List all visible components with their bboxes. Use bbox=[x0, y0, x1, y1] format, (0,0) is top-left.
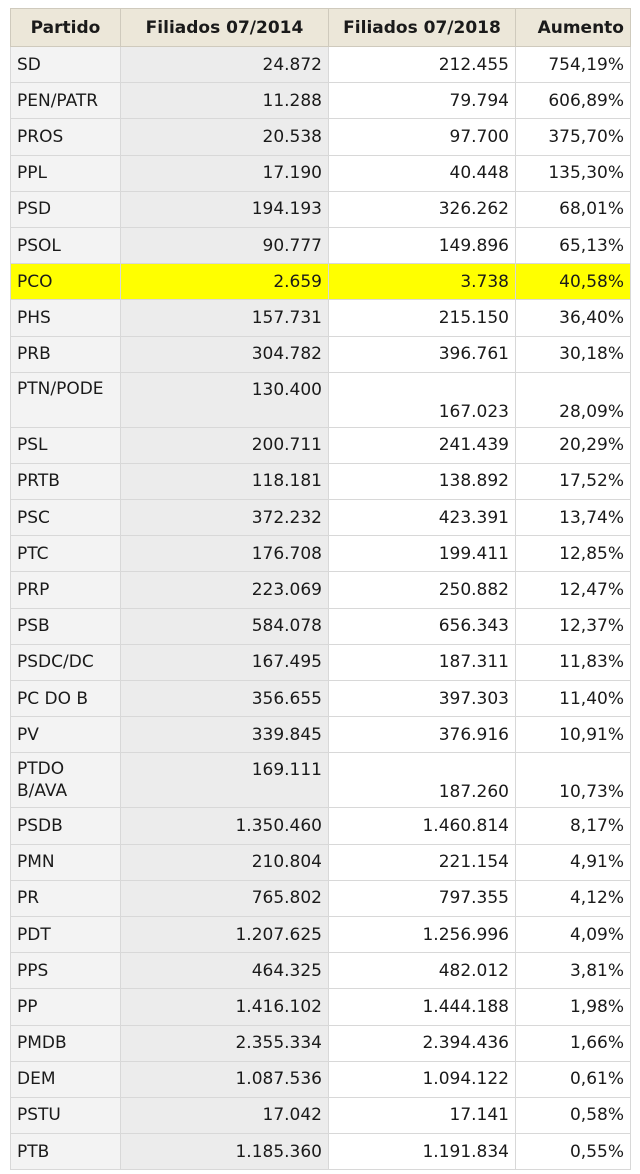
table-body bbox=[11, 47, 631, 1170]
table-row bbox=[11, 608, 631, 644]
table-row bbox=[11, 644, 631, 680]
aumento-cell: 4,91% bbox=[516, 844, 631, 880]
filiados-2018-cell: 376.916 bbox=[329, 717, 516, 753]
filiados-2018-cell: 397.303 bbox=[329, 681, 516, 717]
table-row bbox=[11, 953, 631, 989]
filiados-2018-cell: 1.191.834 bbox=[329, 1134, 516, 1170]
filiados-2018-cell: 149.896 bbox=[329, 227, 516, 263]
table-row bbox=[11, 1097, 631, 1133]
filiados-2014-cell: 118.181 bbox=[121, 463, 329, 499]
filiados-2018-cell: 656.343 bbox=[329, 608, 516, 644]
table-row bbox=[11, 47, 631, 83]
party-cell: PSL bbox=[11, 427, 121, 463]
filiados-2014-cell: 339.845 bbox=[121, 717, 329, 753]
party-cell: PRP bbox=[11, 572, 121, 608]
aumento-cell: 40,58% bbox=[516, 264, 631, 300]
filiados-2014-cell: 223.069 bbox=[121, 572, 329, 608]
table-row bbox=[11, 336, 631, 372]
aumento-cell: 65,13% bbox=[516, 227, 631, 263]
filiados-2018-cell: 241.439 bbox=[329, 427, 516, 463]
table-row bbox=[11, 572, 631, 608]
aumento-cell: 4,09% bbox=[516, 916, 631, 952]
filiados-2014-cell: 372.232 bbox=[121, 500, 329, 536]
filiados-2018-cell: 138.892 bbox=[329, 463, 516, 499]
aumento-cell: 0,55% bbox=[516, 1134, 631, 1170]
party-cell: PTB bbox=[11, 1134, 121, 1170]
aumento-cell: 375,70% bbox=[516, 119, 631, 155]
filiados-2014-cell: 90.777 bbox=[121, 227, 329, 263]
aumento-cell: 12,37% bbox=[516, 608, 631, 644]
filiados-2014-cell: 1.185.360 bbox=[121, 1134, 329, 1170]
table-row bbox=[11, 536, 631, 572]
filiados-2018-cell: 3.738 bbox=[329, 264, 516, 300]
filiados-2018-cell: 797.355 bbox=[329, 880, 516, 916]
table-row bbox=[11, 681, 631, 717]
aumento-cell: 10,73% bbox=[516, 753, 631, 808]
filiados-2014-cell: 2.355.334 bbox=[121, 1025, 329, 1061]
filiados-2014-cell: 20.538 bbox=[121, 119, 329, 155]
filiados-2014-cell: 1.416.102 bbox=[121, 989, 329, 1025]
table-row bbox=[11, 500, 631, 536]
filiados-2014-cell: 1.087.536 bbox=[121, 1061, 329, 1097]
table-row bbox=[11, 1061, 631, 1097]
filiados-2018-cell: 221.154 bbox=[329, 844, 516, 880]
filiados-2018-cell: 40.448 bbox=[329, 155, 516, 191]
aumento-cell: 68,01% bbox=[516, 191, 631, 227]
aumento-cell: 1,66% bbox=[516, 1025, 631, 1061]
aumento-cell: 28,09% bbox=[516, 372, 631, 427]
filiados-2014-cell: 210.804 bbox=[121, 844, 329, 880]
party-cell: PTN/PODE bbox=[11, 372, 121, 427]
table-row bbox=[11, 83, 631, 119]
filiados-2018-cell: 326.262 bbox=[329, 191, 516, 227]
table-row bbox=[11, 717, 631, 753]
aumento-cell: 12,85% bbox=[516, 536, 631, 572]
aumento-cell: 11,83% bbox=[516, 644, 631, 680]
table-row bbox=[11, 191, 631, 227]
party-cell: DEM bbox=[11, 1061, 121, 1097]
table-row bbox=[11, 808, 631, 844]
party-cell: PRTB bbox=[11, 463, 121, 499]
party-cell: PDT bbox=[11, 916, 121, 952]
filiados-2018-cell: 212.455 bbox=[329, 47, 516, 83]
party-cell: PR bbox=[11, 880, 121, 916]
party-cell: PSDB bbox=[11, 808, 121, 844]
filiados-2018-cell: 1.444.188 bbox=[329, 989, 516, 1025]
filiados-2018-cell: 1.094.122 bbox=[329, 1061, 516, 1097]
filiados-2018-cell: 199.411 bbox=[329, 536, 516, 572]
header-row bbox=[11, 9, 631, 47]
filiados-2014-cell: 765.802 bbox=[121, 880, 329, 916]
filiados-2018-cell: 250.882 bbox=[329, 572, 516, 608]
aumento-cell: 3,81% bbox=[516, 953, 631, 989]
filiados-2018-cell: 2.394.436 bbox=[329, 1025, 516, 1061]
table-container bbox=[10, 8, 630, 1170]
party-cell: PRB bbox=[11, 336, 121, 372]
party-cell: PSC bbox=[11, 500, 121, 536]
table-row bbox=[11, 372, 631, 427]
party-cell: SD bbox=[11, 47, 121, 83]
aumento-cell: 0,58% bbox=[516, 1097, 631, 1133]
filiados-2014-cell: 194.193 bbox=[121, 191, 329, 227]
aumento-cell: 754,19% bbox=[516, 47, 631, 83]
party-cell: PSB bbox=[11, 608, 121, 644]
aumento-cell: 8,17% bbox=[516, 808, 631, 844]
filiados-2014-cell: 17.190 bbox=[121, 155, 329, 191]
aumento-cell: 10,91% bbox=[516, 717, 631, 753]
filiados-2014-cell: 11.288 bbox=[121, 83, 329, 119]
table-row bbox=[11, 119, 631, 155]
filiados-2018-cell: 482.012 bbox=[329, 953, 516, 989]
party-cell: PC DO B bbox=[11, 681, 121, 717]
filiados-2018-cell: 187.260 bbox=[329, 753, 516, 808]
aumento-cell: 30,18% bbox=[516, 336, 631, 372]
filiados-2014-cell: 200.711 bbox=[121, 427, 329, 463]
aumento-cell: 4,12% bbox=[516, 880, 631, 916]
aumento-cell: 17,52% bbox=[516, 463, 631, 499]
table-row bbox=[11, 264, 631, 300]
party-cell: PROS bbox=[11, 119, 121, 155]
filiados-2014-cell: 304.782 bbox=[121, 336, 329, 372]
filiados-2014-cell: 176.708 bbox=[121, 536, 329, 572]
filiados-2018-cell: 17.141 bbox=[329, 1097, 516, 1133]
table-row bbox=[11, 427, 631, 463]
table-row bbox=[11, 300, 631, 336]
party-cell: PP bbox=[11, 989, 121, 1025]
filiados-2014-cell: 2.659 bbox=[121, 264, 329, 300]
filiados-2014-cell: 17.042 bbox=[121, 1097, 329, 1133]
party-cell: PMN bbox=[11, 844, 121, 880]
aumento-cell: 36,40% bbox=[516, 300, 631, 336]
filiados-2018-cell: 215.150 bbox=[329, 300, 516, 336]
party-cell: PCO bbox=[11, 264, 121, 300]
header-aumento: Aumento bbox=[516, 9, 631, 47]
table-row bbox=[11, 463, 631, 499]
table-row bbox=[11, 844, 631, 880]
aumento-cell: 1,98% bbox=[516, 989, 631, 1025]
filiados-2018-cell: 187.311 bbox=[329, 644, 516, 680]
filiados-2018-cell: 167.023 bbox=[329, 372, 516, 427]
filiados-2014-cell: 1.207.625 bbox=[121, 916, 329, 952]
filiados-2018-cell: 1.460.814 bbox=[329, 808, 516, 844]
table-row bbox=[11, 989, 631, 1025]
table-row bbox=[11, 155, 631, 191]
table-row bbox=[11, 1025, 631, 1061]
filiados-2018-cell: 423.391 bbox=[329, 500, 516, 536]
filiados-2014-cell: 169.111 bbox=[121, 753, 329, 808]
aumento-cell: 606,89% bbox=[516, 83, 631, 119]
table-row bbox=[11, 753, 631, 808]
party-cell: PSOL bbox=[11, 227, 121, 263]
filiados-2014-cell: 130.400 bbox=[121, 372, 329, 427]
party-cell: PSTU bbox=[11, 1097, 121, 1133]
filiados-2014-cell: 167.495 bbox=[121, 644, 329, 680]
filiados-2014-cell: 24.872 bbox=[121, 47, 329, 83]
filiados-2014-cell: 464.325 bbox=[121, 953, 329, 989]
aumento-cell: 135,30% bbox=[516, 155, 631, 191]
filiados-2014-cell: 584.078 bbox=[121, 608, 329, 644]
aumento-cell: 12,47% bbox=[516, 572, 631, 608]
filiados-2014-cell: 356.655 bbox=[121, 681, 329, 717]
header-filiados-2014: Filiados 07/2014 bbox=[121, 9, 329, 47]
header-partido: Partido bbox=[11, 9, 121, 47]
filiados-2014-cell: 157.731 bbox=[121, 300, 329, 336]
header-filiados-2018: Filiados 07/2018 bbox=[329, 9, 516, 47]
party-cell: PHS bbox=[11, 300, 121, 336]
aumento-cell: 20,29% bbox=[516, 427, 631, 463]
filiados-2018-cell: 97.700 bbox=[329, 119, 516, 155]
filiados-2018-cell: 396.761 bbox=[329, 336, 516, 372]
party-cell: PEN/PATR bbox=[11, 83, 121, 119]
table-row bbox=[11, 880, 631, 916]
aumento-cell: 0,61% bbox=[516, 1061, 631, 1097]
filiados-2018-cell: 1.256.996 bbox=[329, 916, 516, 952]
filiados-2014-cell: 1.350.460 bbox=[121, 808, 329, 844]
aumento-cell: 13,74% bbox=[516, 500, 631, 536]
party-cell: PPS bbox=[11, 953, 121, 989]
party-cell: PV bbox=[11, 717, 121, 753]
party-cell: PTDO B/AVA bbox=[11, 753, 121, 808]
party-cell: PTC bbox=[11, 536, 121, 572]
party-cell: PSD bbox=[11, 191, 121, 227]
aumento-cell: 11,40% bbox=[516, 681, 631, 717]
party-cell: PSDC/DC bbox=[11, 644, 121, 680]
party-cell: PMDB bbox=[11, 1025, 121, 1061]
table-row bbox=[11, 227, 631, 263]
table-row bbox=[11, 916, 631, 952]
filiados-2018-cell: 79.794 bbox=[329, 83, 516, 119]
party-cell: PPL bbox=[11, 155, 121, 191]
table-row bbox=[11, 1134, 631, 1170]
party-membership-table bbox=[10, 8, 631, 1170]
